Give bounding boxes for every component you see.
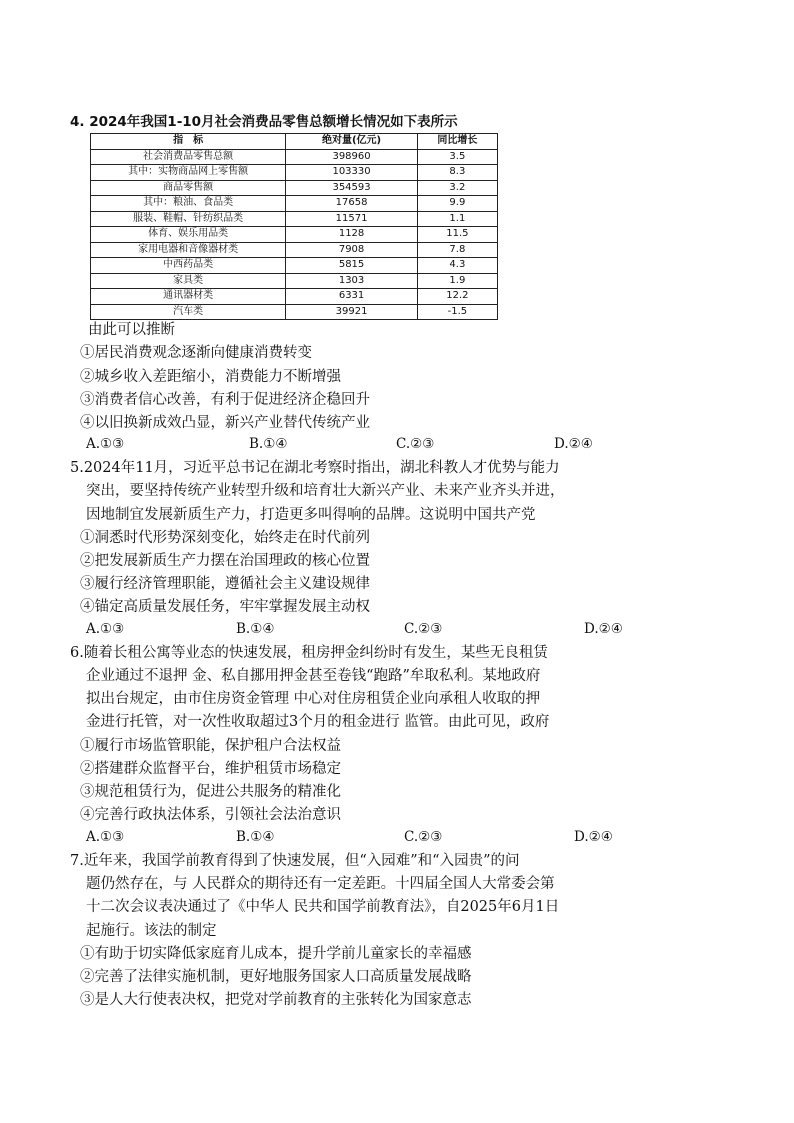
question-5-stem-line-3: 因地制宜发展新质生产力，打造更多叫得响的品牌。这说明中国共产党 xyxy=(86,507,536,523)
option-a[interactable]: A.①③ xyxy=(86,436,125,452)
cell-absolute: 1128 xyxy=(286,227,417,243)
table-row xyxy=(91,180,498,196)
question-5-options xyxy=(86,619,646,639)
question-7-stem-line-1: 7.近年来，我国学前教育得到了快速发展，但“入园难”和“入园贵”的问 xyxy=(70,853,520,869)
question-5-stem-line-2: 突出，要坚持传统产业转型升级和培育壮大新兴产业、未来产业齐头并进， xyxy=(86,483,565,499)
table-header-row xyxy=(91,134,498,150)
question-4-item-2: ②城乡收入差距缩小，消费能力不断增强 xyxy=(80,369,341,385)
cell-growth: 3.2 xyxy=(417,180,497,196)
option-d[interactable]: D.②④ xyxy=(574,829,613,845)
option-b[interactable]: B.①④ xyxy=(249,436,288,452)
cell-growth: 1.1 xyxy=(417,211,497,227)
question-7-stem-line-4: 起施行。该法的制定 xyxy=(86,923,217,939)
question-6-stem-line-1: 6.随着长租公寓等业态的快速发展，租房押金纠纷时有发生，某些无良租赁 xyxy=(70,645,548,661)
header-absolute: 绝对量(亿元) xyxy=(286,134,417,150)
table-row xyxy=(91,273,498,289)
cell-indicator: 社会消费品零售总额 xyxy=(91,149,286,165)
cell-absolute: 11571 xyxy=(286,211,417,227)
header-growth: 同比增长 xyxy=(417,134,497,150)
cell-absolute: 354593 xyxy=(286,180,417,196)
question-4-item-3: ③消费者信心改善，有利于促进经济企稳回升 xyxy=(80,392,370,408)
question-4-options xyxy=(86,434,626,454)
cell-indicator: 其中：实物商品网上零售额 xyxy=(91,165,286,181)
cell-absolute: 1303 xyxy=(286,273,417,289)
table-row xyxy=(91,149,498,165)
cell-indicator: 商品零售额 xyxy=(91,180,286,196)
cell-indicator: 中西药品类 xyxy=(91,258,286,274)
option-b[interactable]: B.①④ xyxy=(236,829,275,845)
cell-indicator: 体育、娱乐用品类 xyxy=(91,227,286,243)
question-5-stem-line-1: 5.2024年11月，习近平总书记在湖北考察时指出，湖北科教人才优势与能力 xyxy=(70,460,560,476)
question-5-item-2: ②把发展新质生产力摆在治国理政的核心位置 xyxy=(80,553,370,569)
table-row xyxy=(91,211,498,227)
cell-growth: 7.8 xyxy=(417,242,497,258)
option-a[interactable]: A.①③ xyxy=(86,621,125,637)
question-6-item-1: ①履行市场监管职能，保护租户合法权益 xyxy=(80,738,341,754)
table-row xyxy=(91,289,498,305)
cell-absolute: 6331 xyxy=(286,289,417,305)
option-d[interactable]: D.②④ xyxy=(554,436,593,452)
question-7-item-2: ②完善了法律实施机制，更好地服务国家人口高质量发展战略 xyxy=(80,969,472,985)
cell-growth: -1.5 xyxy=(417,304,497,320)
cell-growth: 3.5 xyxy=(417,149,497,165)
question-5-item-4: ④锚定高质量发展任务，牢牢掌握发展主动权 xyxy=(80,599,370,615)
question-7-stem-line-2: 题仍然存在，与 人民群众的期待还有一定差距。十四届全国人大常委会第 xyxy=(86,876,555,892)
question-4-item-1: ①居民消费观念逐渐向健康消费转变 xyxy=(80,345,312,361)
option-a[interactable]: A.①③ xyxy=(86,829,125,845)
cell-absolute: 398960 xyxy=(286,149,417,165)
question-4-item-4: ④以旧换新成效凸显，新兴产业替代传统产业 xyxy=(80,415,370,431)
option-c[interactable]: C.②③ xyxy=(404,829,443,845)
cell-absolute: 103330 xyxy=(286,165,417,181)
cell-indicator: 通讯器材类 xyxy=(91,289,286,305)
question-6-item-3: ③规范租赁行为，促进公共服务的精准化 xyxy=(80,784,341,800)
cell-growth: 4.3 xyxy=(417,258,497,274)
cell-absolute: 5815 xyxy=(286,258,417,274)
cell-indicator: 服装、鞋帽、针纺织品类 xyxy=(91,211,286,227)
cell-indicator: 其中：粮油、食品类 xyxy=(91,196,286,212)
option-b[interactable]: B.①④ xyxy=(236,621,275,637)
question-6-stem-line-4: 金进行托管，对一次性收取超过3个月的租金进行 监管。由此可见，政府 xyxy=(86,714,550,730)
table-row xyxy=(91,242,498,258)
cell-growth: 11.5 xyxy=(417,227,497,243)
question-4-title: 4. 2024年我国1-10月社会消费品零售总额增长情况如下表所示 xyxy=(70,114,458,130)
retail-sales-table xyxy=(90,133,498,320)
cell-absolute: 39921 xyxy=(286,304,417,320)
option-d[interactable]: D.②④ xyxy=(584,621,623,637)
question-6-item-4: ④完善行政执法体系，引领社会法治意识 xyxy=(80,807,341,823)
table-row xyxy=(91,258,498,274)
cell-indicator: 家用电器和音像器材类 xyxy=(91,242,286,258)
option-c[interactable]: C.②③ xyxy=(396,436,435,452)
question-7-stem-line-3: 十二次会议表决通过了《中华人 民共和国学前教育法》，自2025年6月1日 xyxy=(86,899,560,915)
cell-growth: 12.2 xyxy=(417,289,497,305)
table-row xyxy=(91,304,498,320)
question-6-stem-line-2: 企业通过不退押 金、私自挪用押金甚至卷钱“跑路”牟取私利。某地政府 xyxy=(86,668,541,684)
question-6-options xyxy=(86,827,646,847)
cell-absolute: 17658 xyxy=(286,196,417,212)
cell-growth: 9.9 xyxy=(417,196,497,212)
table-row xyxy=(91,227,498,243)
table-row xyxy=(91,165,498,181)
question-7-item-1: ①有助于切实降低家庭育儿成本，提升学前儿童家长的幸福感 xyxy=(80,946,472,962)
question-4-lead: 由此可以推断 xyxy=(88,322,175,338)
cell-growth: 1.9 xyxy=(417,273,497,289)
question-6-item-2: ②搭建群众监督平台，维护租赁市场稳定 xyxy=(80,761,341,777)
header-indicator: 指 标 xyxy=(91,134,286,150)
cell-indicator: 汽车类 xyxy=(91,304,286,320)
table-row xyxy=(91,196,498,212)
cell-absolute: 7908 xyxy=(286,242,417,258)
question-5-item-3: ③履行经济管理职能，遵循社会主义建设规律 xyxy=(80,576,370,592)
option-c[interactable]: C.②③ xyxy=(404,621,443,637)
cell-indicator: 家具类 xyxy=(91,273,286,289)
question-6-stem-line-3: 拟出台规定，由市住房资金管理 中心对住房租赁企业向承租人收取的押 xyxy=(86,691,541,707)
cell-growth: 8.3 xyxy=(417,165,497,181)
question-7-item-3: ③是人大行使表决权，把党对学前教育的主张转化为国家意志 xyxy=(80,992,472,1008)
question-5-item-1: ①洞悉时代形势深刻变化，始终走在时代前列 xyxy=(80,530,370,546)
